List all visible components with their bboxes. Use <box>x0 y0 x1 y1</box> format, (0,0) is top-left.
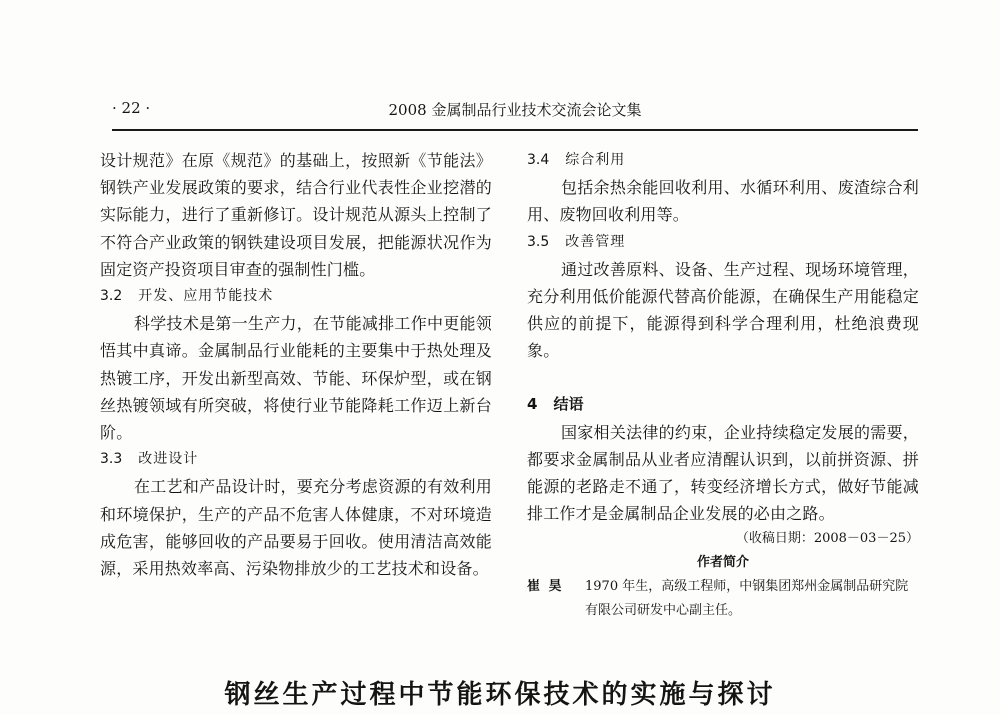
section-number: 3.2 <box>100 288 123 305</box>
section-3-2-heading <box>100 283 492 310</box>
header-rule <box>112 129 918 131</box>
author-bio: 1970 年生，高级工程师，中钢集团郑州金属制品研究院有限公司研发中心副主任。 <box>585 579 909 619</box>
page-number: · 22 · <box>112 99 151 117</box>
right-column <box>527 147 919 623</box>
page-header <box>112 99 918 129</box>
next-article-title: 钢丝生产过程中节能环保技术的实施与探讨 <box>224 680 776 710</box>
section-number: 4 <box>527 394 538 413</box>
section-number: 3.4 <box>527 152 550 168</box>
author-bio-block <box>527 575 919 623</box>
section-title: 综合利用 <box>565 152 626 168</box>
section-number: 3.3 <box>100 451 123 468</box>
section-3-5-paragraph: 通过改善原料、设备、生产过程、现场环境管理，充分利用低价能源代替高价能源，在确保生产用能稳定供应的前提下，能源得到科学合理利用，杜绝浪费现象。 <box>527 259 919 361</box>
author-name: 崔 昊 <box>527 579 564 595</box>
section-3-3-heading <box>100 446 492 473</box>
section-number: 3.5 <box>527 233 550 250</box>
section-3-5-heading <box>527 229 919 256</box>
section-title: 开发、应用节能技术 <box>138 288 274 305</box>
section-3-4-heading <box>527 147 919 174</box>
section-3-3-paragraph: 在工艺和产品设计时，要充分考虑资源的有效利用和环境保护，生产的产品不危害人体健康，不对环境造成危害，能够回收的产品要易于回收。使用清洁高效能源，采用热效率高、污染物排放少的工艺技术和设备。 <box>100 477 492 579</box>
running-title: 2008 金属制品行业技术交流会论文集 <box>388 101 642 119</box>
section-spacer <box>527 365 919 389</box>
left-column <box>100 147 492 582</box>
section-3-4-paragraph: 包括余热余能回收利用、水循环利用、废渣综合利用、废物回收利用等。 <box>527 178 919 225</box>
section-title: 改进设计 <box>138 451 199 468</box>
section-4-heading <box>527 389 919 419</box>
intro-paragraph: 设计规范》在原《规范》的基础上，按照新《节能法》钢铁产业发展政策的要求，结合行业代表性企业挖潜的实际能力，进行了重新修订。设计规范从源头上控制了不符合产业政策的钢铁建设项目发展，把能源状况作为固定资产投资项目审查的强制性门槛。 <box>100 151 492 279</box>
section-title: 改善管理 <box>565 233 626 250</box>
section-3-2-paragraph: 科学技术是第一生产力，在节能减排工作中更能领悟其中真谛。金属制品行业能耗的主要集中于热处理及热镀工序，开发出新型高效、节能、环保炉型，或在钢丝热镀领域有所突破，将使行业节能降耗工作迈上新台阶。 <box>100 314 492 443</box>
conclusion-paragraph: 国家相关法律的约束，企业持续稳定发展的需要，都要求金属制品从业者应清醒认识到，以前拼资源、拼能源的老路走不通了，转变经济增长方式，做好节能减排工作才是金属制品企业发展的必由之路。 <box>527 422 919 524</box>
author-heading: 作者简介 <box>696 555 749 571</box>
section-title: 结语 <box>553 394 584 413</box>
received-date: （收稿日期：2008－03－25） <box>735 531 919 547</box>
